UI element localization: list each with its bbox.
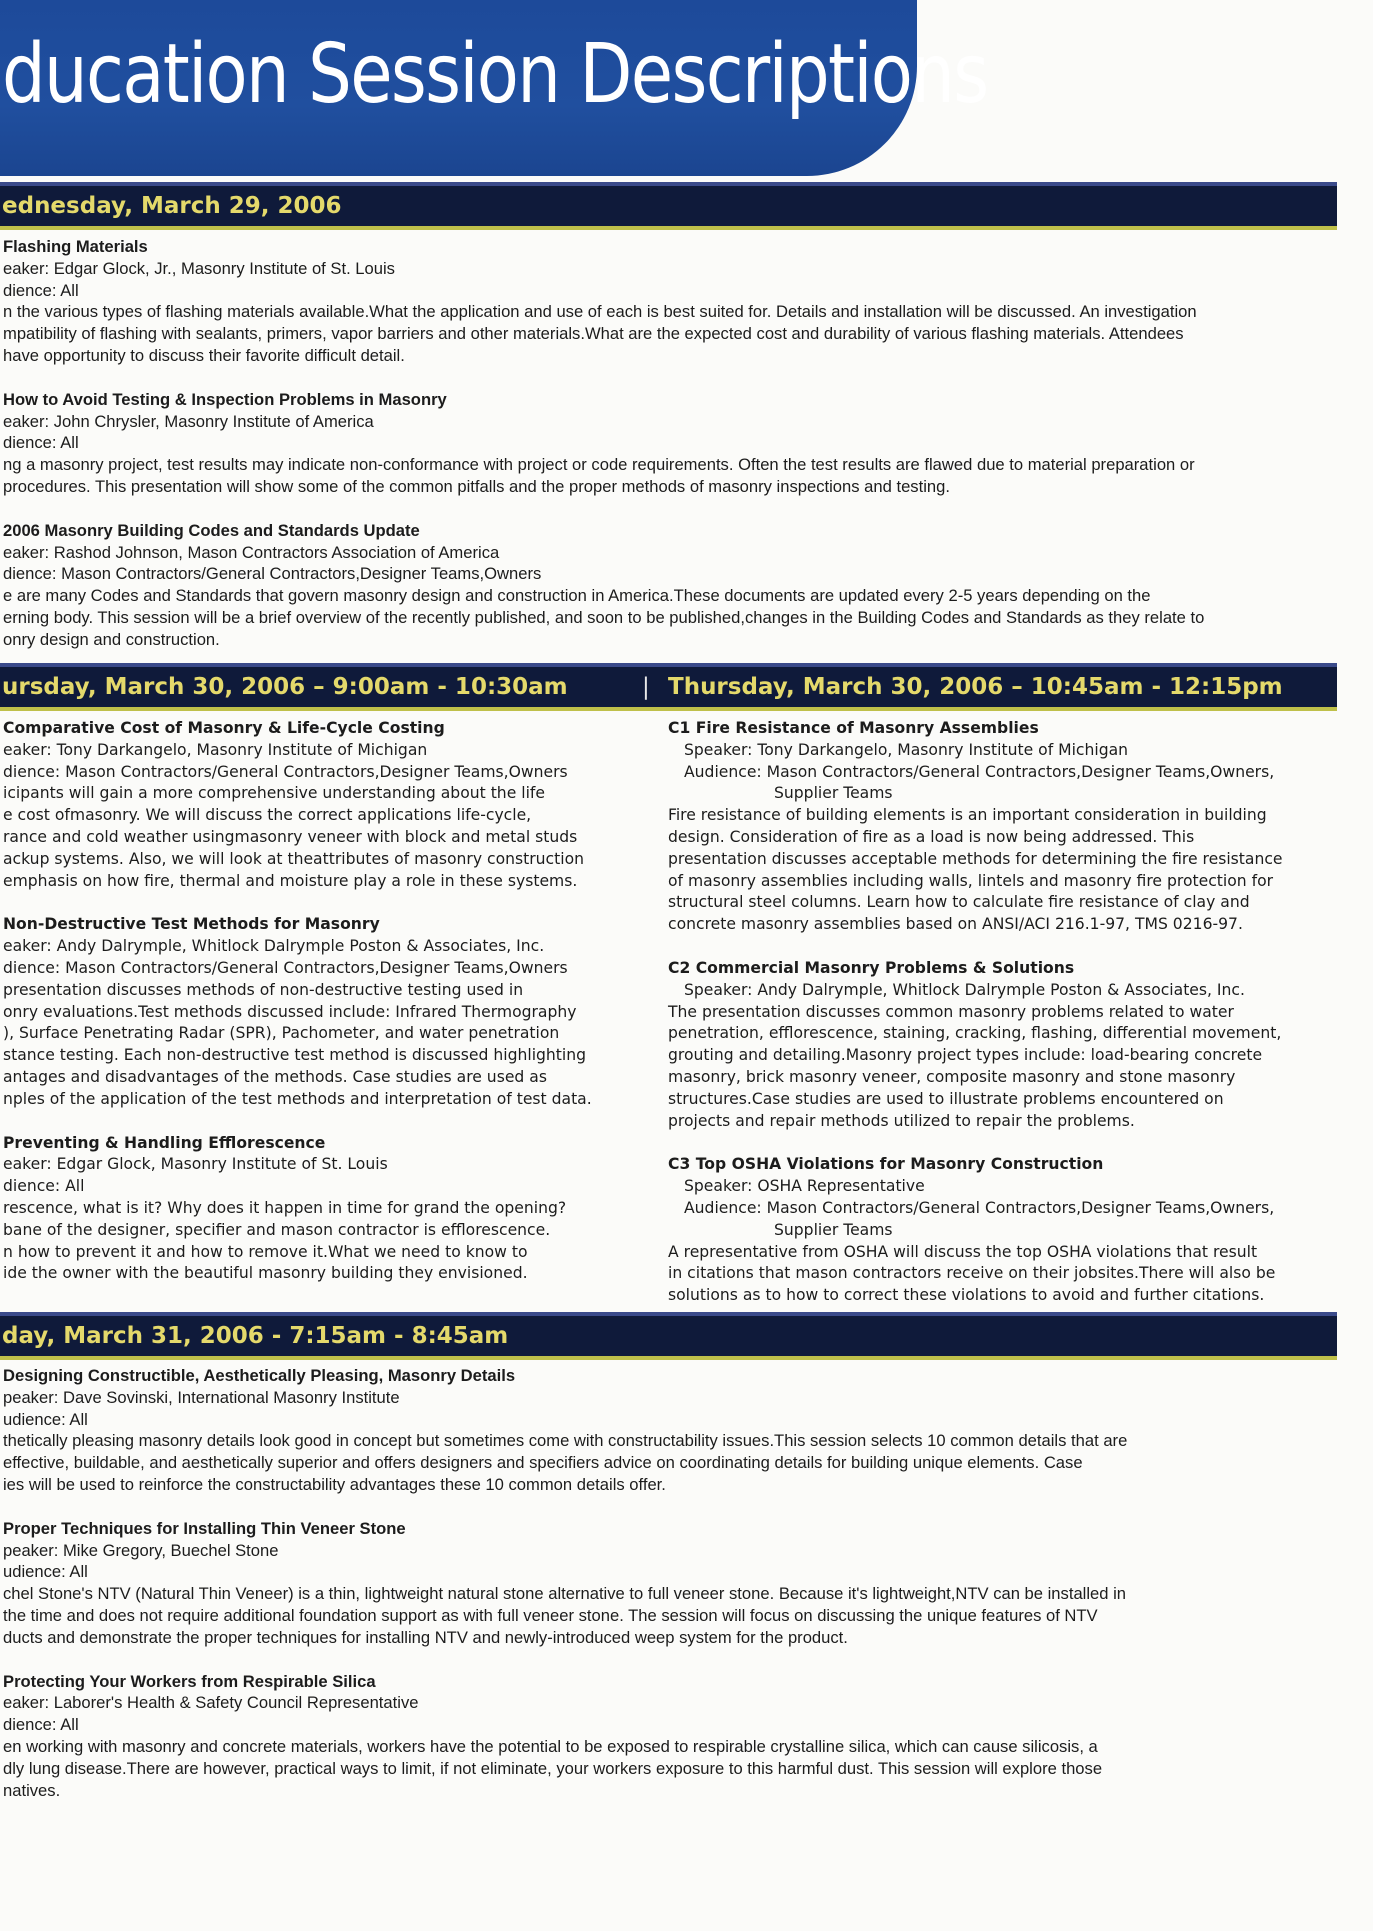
- session-title: C3 Top OSHA Violations for Masonry Construction: [668, 1155, 1104, 1174]
- session-title: C2 Commercial Masonry Problems & Solutions: [668, 958, 1075, 977]
- session-constructible-details: [3, 1365, 1333, 1496]
- day-header-thursday-am-label: ursday, March 30, 2006 – 9:00am - 10:30am: [2, 674, 568, 700]
- session-title: How to Avoid Testing & Inspection Problems in Masonry: [3, 389, 447, 409]
- session-description: rescence, what is it? Why does it happen in time for grand the opening? bane of the designer, specifier and mason contractor is efflorescence. n how to prevent it and how to remove it.What we need to know to ide the owner with the beautiful masonry building they envisioned.: [3, 1198, 567, 1283]
- session-description: thetically pleasing masonry details look good in concept but sometimes come with constructability issues.This session selects 10 common details that are effective, buildable, and aesthetically superior and offers designers and specifiers advice on coordinating details for building unique elements. Case ies will be used to reinforce the constructability advantages these 10 common details offer.: [3, 1431, 1128, 1494]
- session-description: en working with masonry and concrete materials, workers have the potential to be exposed to respirable crystalline silica, which can cause silicosis, a dly lung disease.There are however, practical ways to limit, if not eliminate, your workers exposure to this harmful dust. This session will explore those natives.: [3, 1736, 1103, 1800]
- session-c2-commercial-problems: [668, 958, 1336, 1132]
- session-description: chel Stone's NTV (Natural Thin Veneer) is a thin, lightweight natural stone alternative to full veneer stone. Because it's lightweight,NTV can be installed in the time and does not require additional foundation support as with full veneer stone. The session will focus on discussing the unique features of NTV ducts and demonstrate the proper techniques for installing NTV and newly-introduced weep system for the product.: [3, 1584, 1127, 1647]
- session-audience: Audience: Mason Contractors/General Contractors,Designer Teams,Owners,: [684, 762, 1275, 781]
- session-description: e are many Codes and Standards that govern masonry design and construction in America.These documents are updated every 2-5 years depending on the erning body. This session will be a brief overview of the recently published, and soon to be published,changes in the Building Codes and Standards as they relate to onry design and construction.: [3, 586, 1205, 649]
- session-description: A representative from OSHA will discuss the top OSHA violations that result in citations that mason contractors receive on their jobsites.There will also be solutions as to how to correct these violations to avoid and further citations.: [668, 1242, 1276, 1305]
- session-audience: dience: Mason Contractors/General Contractors,Designer Teams,Owners: [3, 762, 568, 781]
- session-audience: dience: All: [3, 1177, 85, 1196]
- day-header-separator: |: [642, 674, 650, 700]
- session-audience: Audience: Mason Contractors/General Contractors,Designer Teams,Owners,: [684, 1198, 1275, 1217]
- page-title: ducation Session Descriptions: [2, 27, 988, 122]
- session-audience: dience: All: [3, 280, 79, 300]
- session-audience: dience: All: [3, 1715, 79, 1735]
- session-respirable-silica: [3, 1671, 1333, 1802]
- session-comparative-cost: [3, 718, 643, 892]
- session-title: Proper Techniques for Installing Thin Veneer Stone: [3, 1518, 406, 1538]
- session-thin-veneer-stone: [3, 1518, 1333, 1649]
- session-efflorescence: [3, 1133, 643, 1286]
- session-description: The presentation discusses common masonry problems related to water penetration, efflorescence, staining, cracking, flashing, differential movement, grouting and detailing.Masonry project types include: load-bearing concrete masonry, brick masonry veneer, composite masonry and stone masonry structures.Case studies are used to illustrate problems encountered on projects and repair methods utilized to repair the problems.: [668, 1002, 1282, 1130]
- session-title: Preventing & Handling Efflorescence: [3, 1133, 326, 1152]
- session-description: icipants will gain a more comprehensive understanding about the life e cost ofmasonry. We will discuss the correct applications life-cycle, rance and cold weather usingmasonry veneer with block and metal studs ackup systems. Also, we will look at theattributes of masonry construction emphasis on how fire, thermal and moisture play a role in these systems.: [3, 784, 584, 890]
- friday-sessions: [3, 1365, 1333, 1823]
- session-title: Protecting Your Workers from Respirable Silica: [3, 1671, 376, 1691]
- wednesday-sessions: [3, 236, 1333, 673]
- day-header-friday-label: day, March 31, 2006 - 7:15am - 8:45am: [2, 1323, 509, 1349]
- session-c3-osha-violations: [668, 1154, 1336, 1307]
- session-title: Non-Destructive Test Methods for Masonry: [3, 915, 380, 934]
- session-title: Flashing Materials: [3, 237, 148, 256]
- session-description: ng a masonry project, test results may indicate non-conformance with project or code requirements. Often the test results are flawed due to material preparation or procedures. This presentation will show some of the common pitfalls and the proper methods of masonry inspections and testing.: [3, 455, 1195, 496]
- session-audience-continued: Supplier Teams: [774, 1220, 893, 1239]
- session-description: Fire resistance of building elements is an important consideration in building design. Consideration of fire as a load is now being addressed. This presentation discusses acceptable methods for determining the fire resistance of masonry assemblies including walls, lintels and masonry fire protection for structural steel columns. Learn how to calculate fire resistance of clay and concrete masonry assemblies based on ANSI/ACI 216.1-97, TMS 0216-97.: [668, 806, 1283, 934]
- session-speaker: Speaker: Andy Dalrymple, Whitlock Dalrymple Poston & Associates, Inc.: [684, 980, 1245, 999]
- session-speaker: eaker: Laborer's Health & Safety Council Representative: [3, 1693, 419, 1713]
- session-non-destructive-testing: [3, 914, 643, 1110]
- session-speaker: Speaker: Tony Darkangelo, Masonry Institute of Michigan: [684, 740, 1129, 759]
- session-audience: dience: Mason Contractors/General Contractors,Designer Teams,Owners: [3, 958, 568, 977]
- session-speaker: eaker: Edgar Glock, Jr., Masonry Institute of St. Louis: [3, 258, 395, 278]
- session-speaker: eaker: John Chrysler, Masonry Institute of America: [3, 411, 374, 431]
- session-speaker: Speaker: OSHA Representative: [684, 1177, 925, 1196]
- session-c1-fire-resistance: [668, 718, 1336, 936]
- session-speaker: eaker: Edgar Glock, Masonry Institute of St. Louis: [3, 1155, 388, 1174]
- session-audience: dience: Mason Contractors/General Contractors,Designer Teams,Owners: [3, 564, 542, 584]
- session-description: presentation discusses methods of non-destructive testing used in onry evaluations.Test methods discussed include: Infrared Thermography ), Surface Penetrating Radar (SPR), Pachometer, and water penetration stance testing. Each non-destructive test method is discussed highlighting antages and disadvantages of the methods. Case studies are used as nples of the application of the test methods and interpretation of test data.: [3, 980, 592, 1108]
- session-audience: udience: All: [3, 1409, 88, 1429]
- day-header-thursday-late-label: Thursday, March 30, 2006 – 10:45am - 12:15pm: [668, 674, 1283, 700]
- day-header-friday: [0, 1316, 1337, 1356]
- session-title: 2006 Masonry Building Codes and Standards Update: [3, 520, 420, 540]
- session-flashing-materials: [3, 236, 1333, 367]
- session-title: Designing Constructible, Aesthetically Pleasing, Masonry Details: [3, 1366, 516, 1385]
- day-header-thursday: [0, 667, 1337, 707]
- day-header-wednesday: [0, 186, 1337, 226]
- day-header-wednesday-label: ednesday, March 29, 2006: [2, 193, 342, 219]
- thursday-am-sessions: [3, 718, 643, 1307]
- session-audience: dience: All: [3, 433, 79, 453]
- session-speaker: eaker: Rashod Johnson, Mason Contractors Association of America: [3, 542, 500, 562]
- session-description: n the various types of flashing materials available.What the application and use of each is best suited for. Details and installation will be discussed. An investigation mpatibility of flashing with sealants, primers, vapor barriers and other materials.What are the expected cost and durability of various flashing materials. Attendees have opportunity to discuss their favorite difficult detail.: [3, 302, 1197, 365]
- title-banner: [0, 0, 988, 176]
- session-speaker: peaker: Mike Gregory, Buechel Stone: [3, 1540, 279, 1560]
- session-title: Comparative Cost of Masonry & Life-Cycle Costing: [3, 719, 445, 737]
- thursday-late-sessions: [668, 718, 1336, 1329]
- session-speaker: peaker: Dave Sovinski, International Masonry Institute: [3, 1387, 400, 1407]
- session-testing-inspection: [3, 389, 1333, 498]
- session-audience: udience: All: [3, 1562, 88, 1582]
- session-title: C1 Fire Resistance of Masonry Assemblies: [668, 719, 1039, 737]
- session-speaker: eaker: Tony Darkangelo, Masonry Institute of Michigan: [3, 740, 428, 759]
- session-codes-standards: [3, 520, 1333, 651]
- session-audience-continued: Supplier Teams: [774, 784, 893, 803]
- session-speaker: eaker: Andy Dalrymple, Whitlock Dalrymple Poston & Associates, Inc.: [3, 937, 545, 956]
